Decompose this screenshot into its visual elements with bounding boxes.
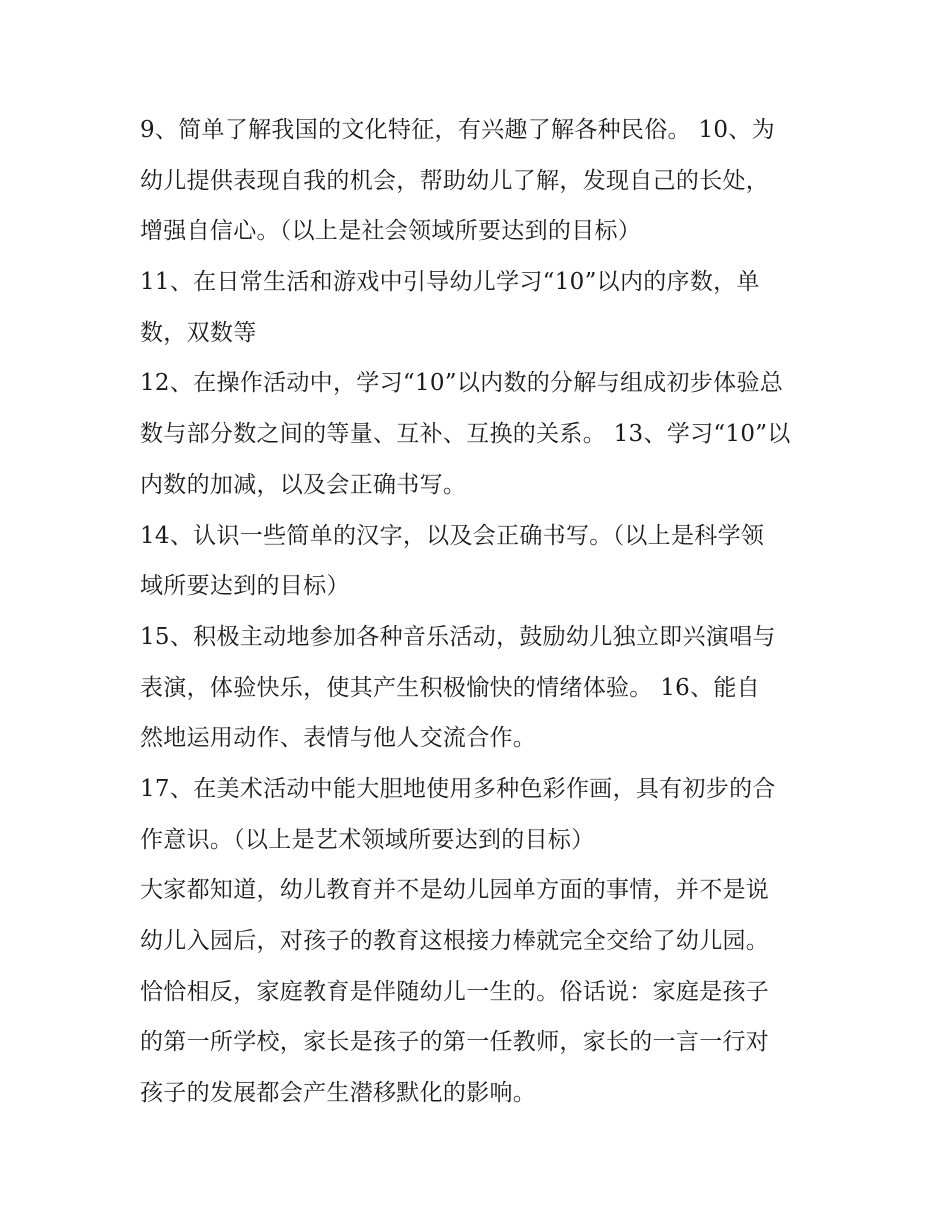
text-line: 幼儿入园后，对孩子的教育这根接力棒就完全交给了幼儿园。 <box>140 928 770 954</box>
text-line: 17、在美术活动中能大胆地使用多种色彩作画，具有初步的合 <box>140 775 776 802</box>
text-line: 恰恰相反，家庭教育是伴随幼儿一生的。俗话说：家庭是孩子 <box>140 978 770 1005</box>
text-line: 数与部分数之间的等量、互补、互换的关系。 13、学习“10”以 <box>140 421 791 448</box>
text-line: 幼儿提供表现自我的机会，帮助幼儿了解，发现自己的长处， <box>140 167 770 194</box>
text-line: 11、在日常生活和游戏中引导幼儿学习“10”以内的序数，单 <box>140 269 760 296</box>
text-line: 大家都知道，幼儿教育并不是幼儿园单方面的事情，并不是说 <box>140 877 770 904</box>
text-line: 表演，体验快乐，使其产生积极愉快的情绪体验。 16、能自 <box>140 674 760 701</box>
text-line: 内数的加减，以及会正确书写。 <box>140 471 467 498</box>
text-line: 9、简单了解我国的文化特征，有兴趣了解各种民俗。 10、为 <box>140 117 775 143</box>
text-line: 数，双数等 <box>140 319 257 346</box>
text-line: 12、在操作活动中，学习“10”以内数的分解与组成初步体验总 <box>140 370 784 397</box>
document-body <box>140 105 820 1119</box>
text-line: 15、积极主动地参加各种音乐活动，鼓励幼儿独立即兴演唱与 <box>140 623 776 650</box>
text-line: 孩子的发展都会产生潜移默化的影响。 <box>140 1080 537 1107</box>
text-line: 然地运用动作、表情与他人交流合作。 <box>140 725 537 752</box>
text-line: 域所要达到的目标） <box>140 573 350 600</box>
text-line: 的第一所学校，家长是孩子的第一任教师，家长的一言一行对 <box>140 1029 770 1056</box>
text-line: 增强自信心。（以上是社会领域所要达到的目标） <box>140 218 642 245</box>
text-line: 作意识。（以上是艺术领域所要达到的目标） <box>140 826 595 853</box>
text-line: 14、认识一些简单的汉字，以及会正确书写。（以上是科学领 <box>140 522 765 549</box>
